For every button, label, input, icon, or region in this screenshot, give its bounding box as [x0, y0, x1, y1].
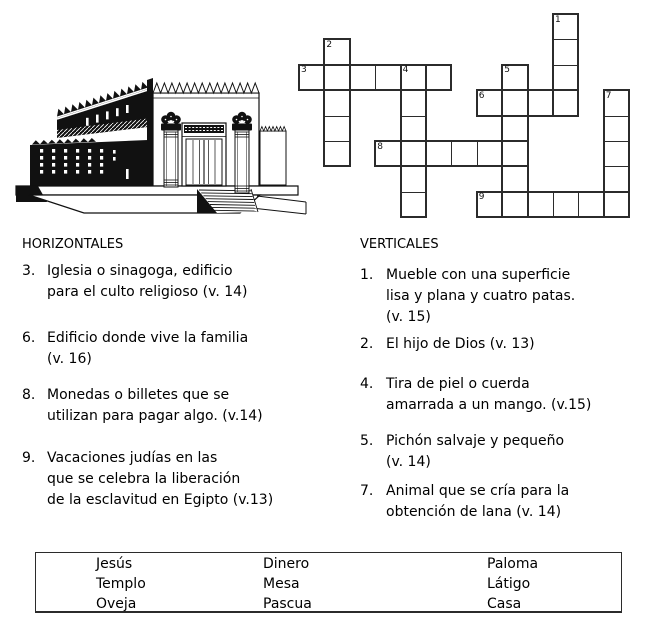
cell-number: 5: [504, 65, 510, 76]
clue-text: [386, 431, 564, 473]
clue-number: 1.: [360, 267, 374, 283]
clue-line: utilizan para pagar algo. (v.14): [47, 408, 263, 424]
word-bank: [35, 552, 622, 613]
bank-word: Oveja: [96, 596, 137, 612]
cell-number: 1: [555, 14, 561, 25]
clue-line: (v. 14): [386, 454, 431, 470]
bank-word: Mesa: [263, 576, 300, 592]
clue-number: 6.: [22, 330, 36, 346]
bank-word: Templo: [96, 576, 146, 592]
clue-line: Pichón salvaje y pequeño: [386, 433, 565, 449]
clue-line: Tira de piel o cuerda: [386, 376, 530, 392]
clue-line: amarrada a un mango. (v.15): [386, 397, 592, 413]
clue-number: 3.: [22, 263, 36, 279]
clue-number: 9.: [22, 450, 36, 466]
clue-number: 2.: [360, 336, 374, 352]
bank-word: Casa: [487, 596, 522, 612]
clue: [360, 265, 575, 328]
clue-text: [386, 265, 575, 328]
clue-line: para el culto religioso (v. 14): [47, 284, 248, 300]
clue-line: de la esclavitud en Egipto (v.13): [47, 492, 274, 508]
word-bank-column: [263, 554, 312, 614]
cell-number: 6: [478, 90, 485, 101]
bank-word: Látigo: [487, 576, 531, 592]
bank-word: Paloma: [487, 556, 539, 572]
clue-text: [47, 261, 248, 303]
clue-text: [47, 328, 248, 370]
bank-word: Pascua: [263, 596, 312, 612]
word-bank-column: [96, 554, 146, 614]
clue: [360, 374, 591, 416]
clue-number: 5.: [360, 433, 374, 449]
clue-text: [47, 448, 273, 511]
clue-line: obtención de lana (v. 14): [386, 504, 562, 520]
word-bank-column: [487, 554, 538, 614]
clue: [22, 261, 248, 303]
across-clues: [22, 0, 342, 631]
clue-text: [386, 481, 569, 523]
clue-number: 8.: [22, 387, 36, 403]
clue-text: [386, 334, 535, 355]
clue-line: que se celebra la liberación: [47, 471, 241, 487]
down-heading: VERTICALES: [360, 237, 439, 252]
clue-number: 7.: [360, 483, 374, 499]
clue-line: Edificio donde vive la familia: [47, 330, 249, 346]
clue-line: Iglesia o sinagoga, edificio: [47, 263, 233, 279]
clue-line: (v. 16): [47, 351, 92, 367]
clue-line: Monedas o billetes que se: [47, 387, 230, 403]
clue-line: (v. 15): [386, 309, 431, 325]
cell-number: 8: [377, 141, 383, 152]
clue: [22, 385, 263, 427]
clue-number: 4.: [360, 376, 374, 392]
clue-text: [386, 374, 591, 416]
clue: [360, 431, 564, 473]
clue-line: El hijo de Dios (v. 13): [386, 336, 535, 352]
clue: [22, 328, 248, 370]
clue-line: Animal que se cría para la: [386, 483, 570, 499]
clue-line: Vacaciones judías en las: [47, 450, 218, 466]
cell-number: 2: [326, 39, 333, 50]
clue: [360, 334, 535, 355]
cell-number: 9: [478, 192, 485, 203]
across-heading: HORIZONTALES: [22, 237, 124, 252]
bank-word: Dinero: [263, 556, 310, 572]
clue: [22, 448, 273, 511]
clue: [360, 481, 569, 523]
down-clues: [360, 0, 648, 631]
cell-number: 3: [301, 65, 307, 76]
clue-line: lisa y plana y cuatro patas.: [386, 288, 576, 304]
clue-text: [47, 385, 263, 427]
cell-number: 4: [402, 65, 409, 76]
bank-word: Jesús: [96, 556, 133, 572]
clue-line: Mueble con una superficie: [386, 267, 571, 283]
cell-number: 7: [605, 90, 612, 101]
